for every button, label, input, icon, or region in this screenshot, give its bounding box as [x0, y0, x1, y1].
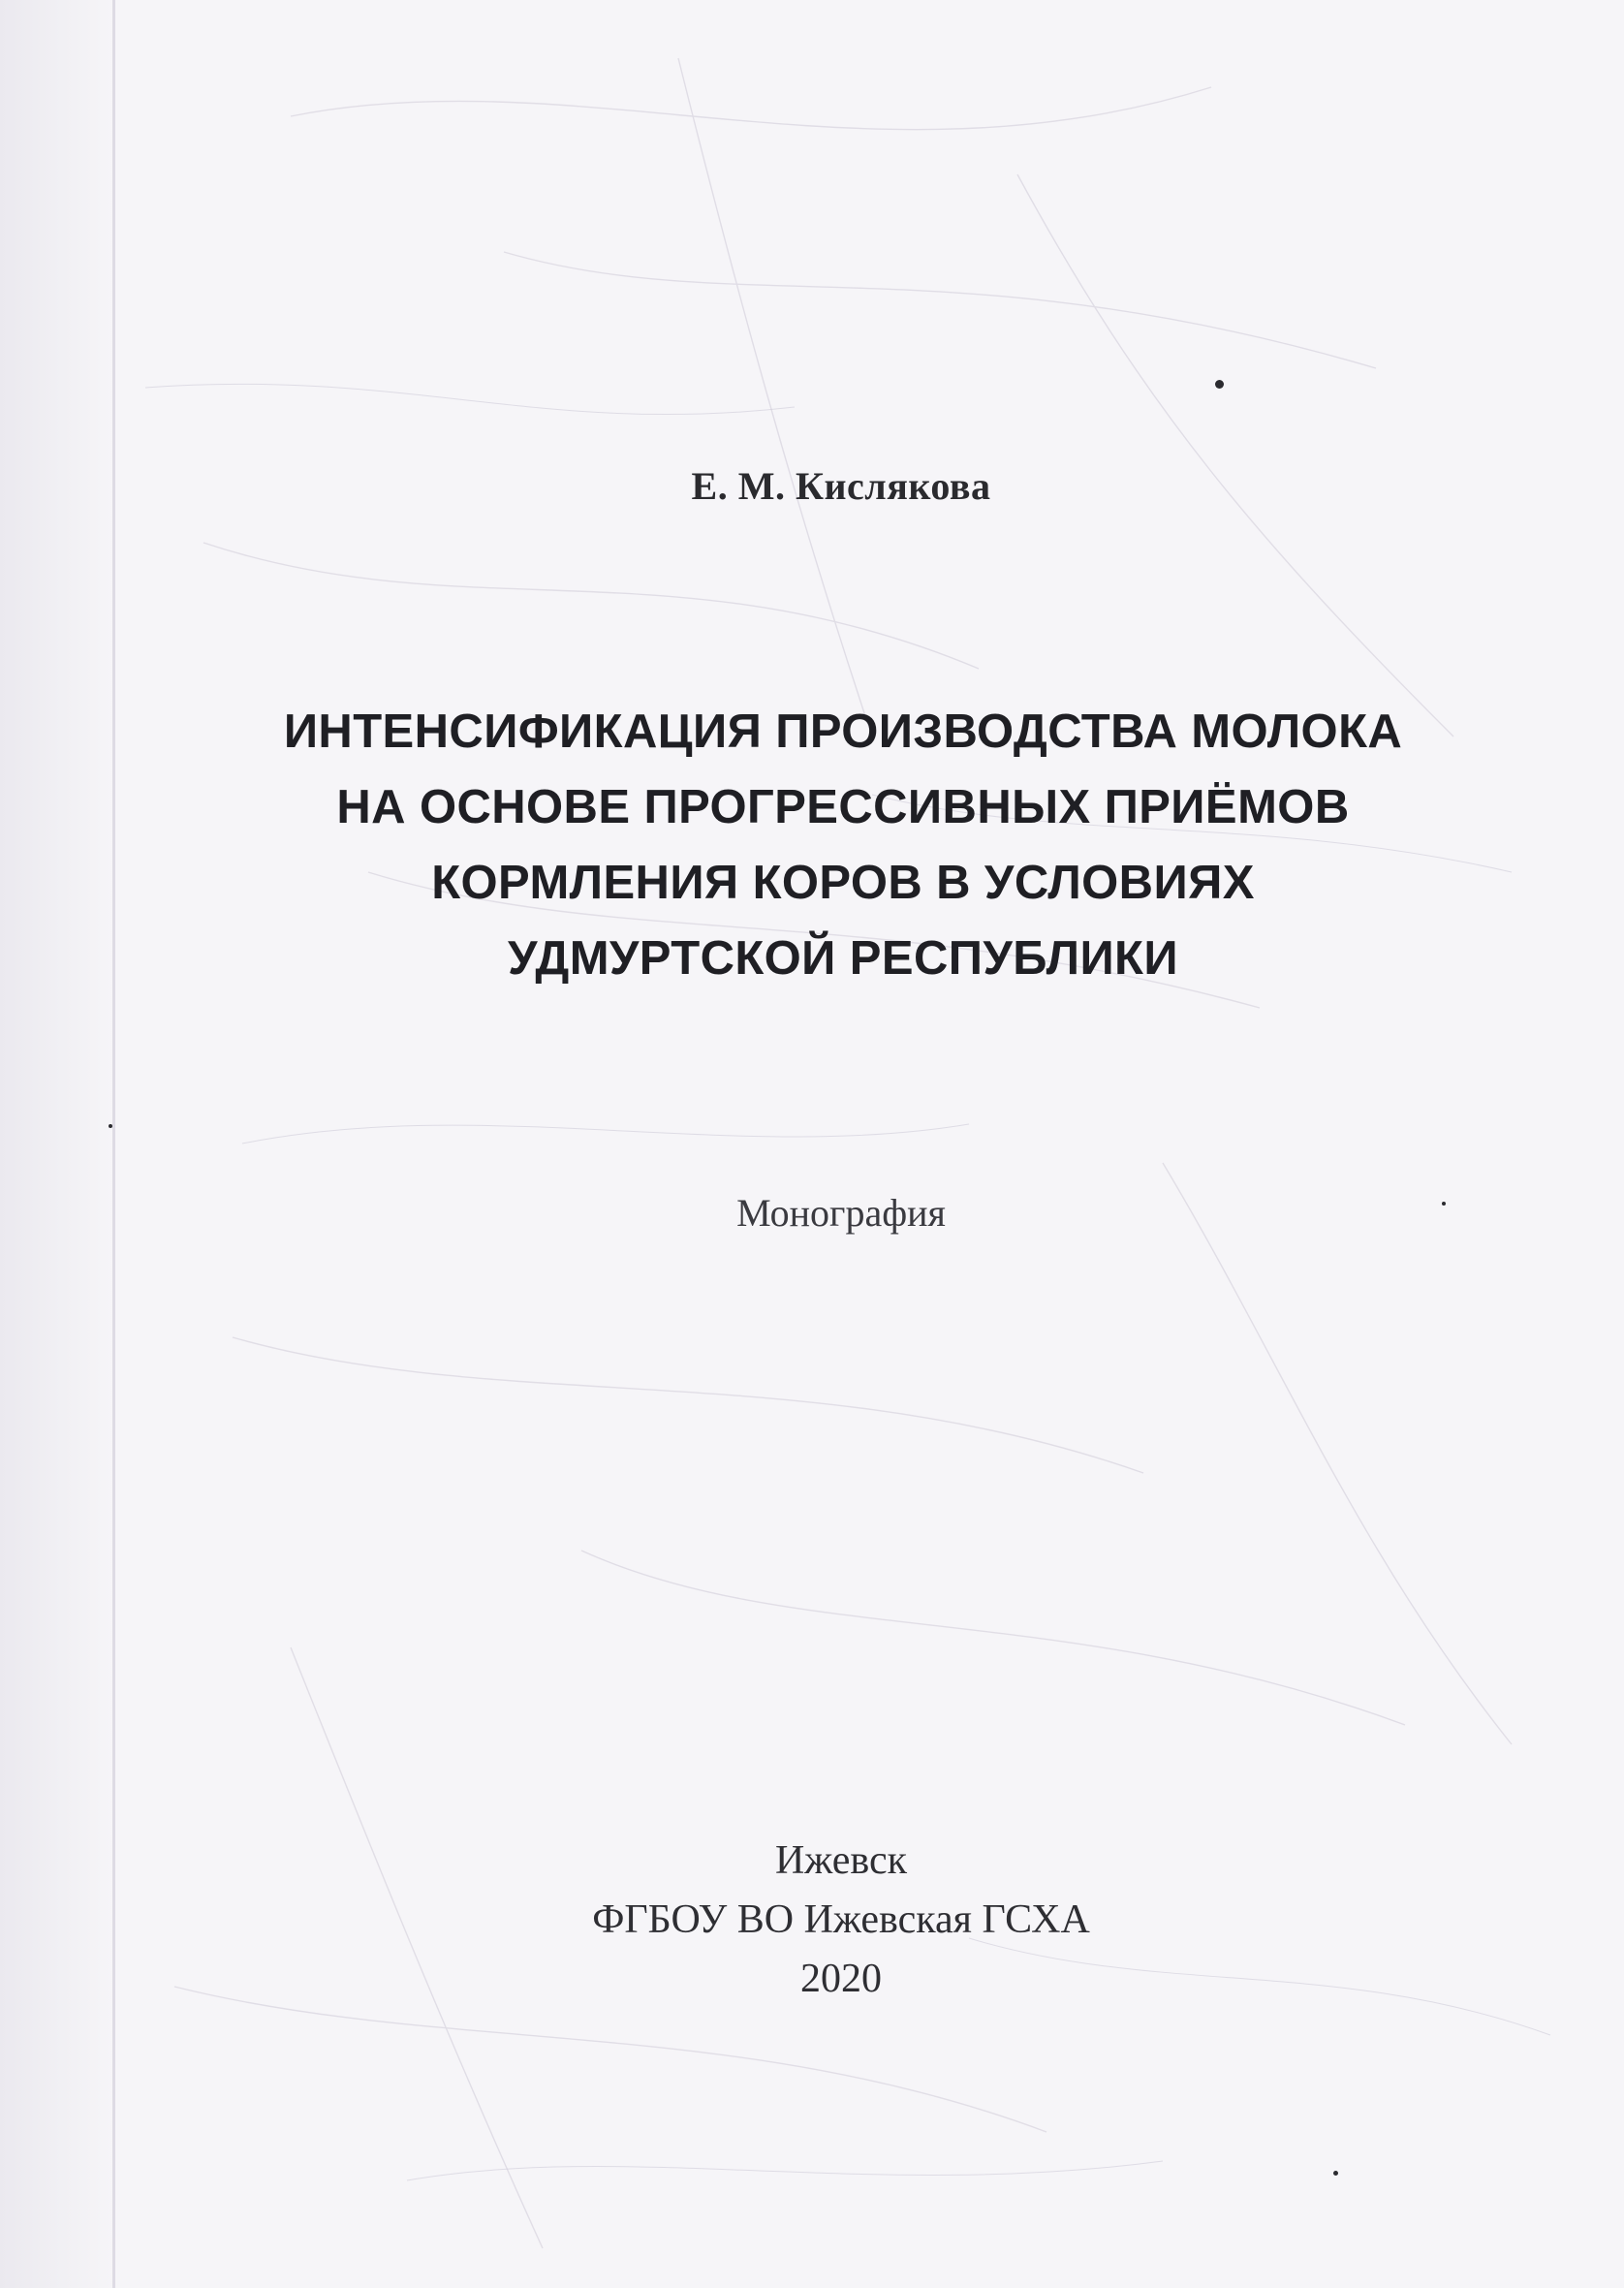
title-line-3: КОРМЛЕНИЯ КОРОВ В УСЛОВИЯХ — [431, 857, 1255, 909]
publication-genre: Монография — [736, 1191, 946, 1235]
ink-speck — [109, 1124, 112, 1128]
ink-speck — [1442, 1202, 1446, 1206]
ink-speck — [1215, 380, 1224, 389]
imprint-city: Ижевск — [774, 1838, 908, 1883]
title-line-4: УДМУРТСКОЙ РЕСПУБЛИКИ — [508, 932, 1178, 985]
imprint-publisher: ФГБОУ ВО Ижевская ГСХА — [592, 1897, 1090, 1942]
imprint-block — [0, 1832, 1624, 2009]
author-name: Е. М. Кислякова — [691, 464, 991, 508]
ink-speck — [1333, 2171, 1338, 2176]
imprint-year: 2020 — [800, 1957, 882, 2001]
title-line-2: НА ОСНОВЕ ПРОГРЕССИВНЫХ ПРИЁМОВ — [336, 781, 1350, 833]
book-title — [194, 694, 1492, 996]
title-line-1: ИНТЕНСИФИКАЦИЯ ПРОИЗВОДСТВА МОЛОКА — [283, 705, 1403, 758]
